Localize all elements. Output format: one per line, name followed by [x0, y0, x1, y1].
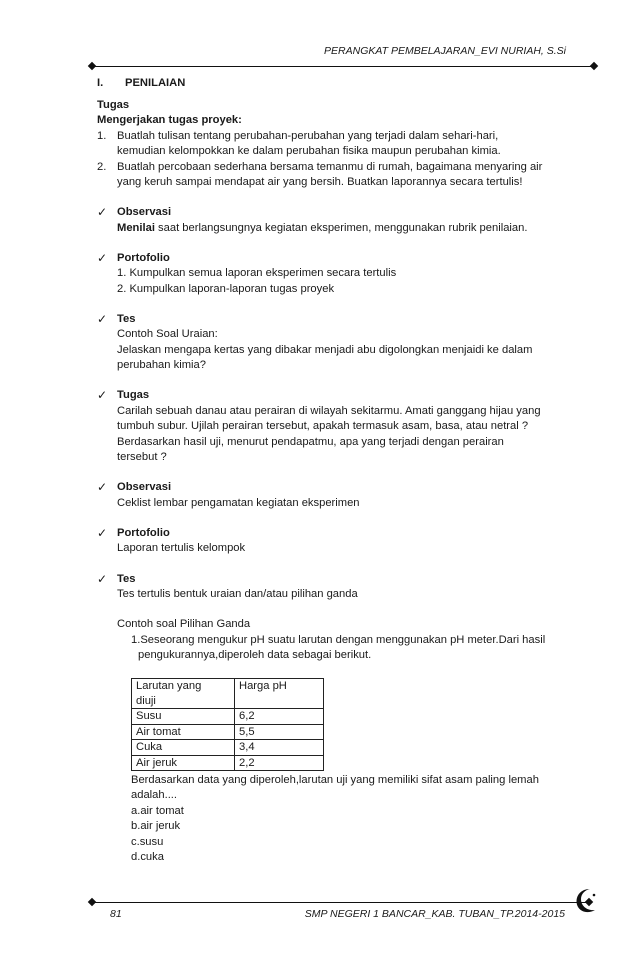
table-row: [132, 724, 324, 740]
tugas-2-line-4: tersebut ?: [117, 451, 167, 463]
footer-rule-left-diamond: [88, 898, 96, 906]
tes-1-line-1: Contoh Soal Uraian:: [117, 328, 218, 340]
observasi-1-title: Observasi: [117, 206, 172, 218]
table-cell-ph: 3,4: [235, 740, 324, 756]
tugas-item-2-line-2: yang keruh sampai mendapat air yang bersih. Buatkan laporannya secara tertulis!: [117, 176, 523, 188]
answer-option-b: b.air jeruk: [131, 820, 181, 832]
table-header-larutan-line-2: diuji: [136, 694, 156, 707]
checkmark-icon: ✓: [97, 388, 108, 402]
crescent-ornament-icon: [568, 886, 602, 916]
table-header-larutan-line-1: Larutan yang: [136, 680, 202, 692]
tugas-2-line-2: tumbuh subur. Ujilah perairan tersebut, apakah termasuk asam, basa, atau netral ?: [117, 420, 529, 432]
footer-rule: [92, 902, 590, 903]
tugas-heading: Tugas: [97, 99, 130, 111]
table-row: [132, 709, 324, 725]
table-cell-name: Air jeruk: [132, 755, 235, 771]
answer-option-a: a.air tomat: [131, 805, 184, 817]
question-1-stem-line-1: Berdasarkan data yang diperoleh,larutan uji yang memiliki sifat asam paling lemah: [131, 774, 539, 786]
table-row: [132, 755, 324, 771]
checkmark-icon: ✓: [97, 251, 108, 265]
table-row: [132, 740, 324, 756]
checkmark-icon: ✓: [97, 526, 108, 540]
tes-1-line-2: Jelaskan mengapa kertas yang dibakar menjadi abu digolongkan menjaidi ke dalam: [117, 344, 533, 356]
tes-2-title: Tes: [117, 573, 136, 585]
tes-1-title: Tes: [117, 313, 136, 325]
tugas-item-2-number: 2.: [97, 161, 107, 173]
checkmark-icon: ✓: [97, 572, 108, 586]
question-1-stem-line-2: adalah....: [131, 789, 178, 801]
observasi-2-line-1: Ceklist lembar pengamatan kegiatan eksperimen: [117, 497, 360, 509]
header-rule: [92, 66, 594, 67]
observasi-1-text: [117, 221, 527, 236]
tugas-item-1-line-1: Buatlah tulisan tentang perubahan-perubahan yang terjadi dalam sehari-hari,: [117, 130, 499, 142]
portofolio-1-title: Portofolio: [117, 252, 170, 264]
question-1-line-1: 1.Seseorang mengukur pH suatu larutan dengan menggunakan pH meter.Dari hasil: [131, 634, 546, 646]
ph-data-table: [131, 678, 324, 771]
page-number: 81: [110, 908, 122, 920]
header-rule-right-diamond: [590, 62, 598, 70]
checkmark-icon: ✓: [97, 480, 108, 494]
checkmark-icon: ✓: [97, 312, 108, 326]
table-header-cell-ph: Harga pH: [235, 679, 324, 709]
footer-text: SMP NEGERI 1 BANCAR_KAB. TUBAN_TP.2014-2015: [304, 908, 565, 920]
tugas-subheading: Mengerjakan tugas proyek:: [97, 114, 242, 126]
tugas-2-line-1: Carilah sebuah danau atau perairan di wilayah sekitarmu. Amati ganggang hijau yang: [117, 405, 541, 417]
table-cell-ph: 2,2: [235, 755, 324, 771]
section-title: PENILAIAN: [125, 77, 186, 89]
table-cell-ph: 5,5: [235, 724, 324, 740]
table-header-row: [132, 679, 324, 709]
table-header-cell-larutan: [132, 679, 235, 709]
table-cell-name: Air tomat: [132, 724, 235, 740]
table-cell-name: Cuka: [132, 740, 235, 756]
checkmark-icon: ✓: [97, 205, 108, 219]
question-1-line-2: pengukurannya,diperoleh data sebagai berikut.: [138, 649, 372, 661]
tugas-2-title: Tugas: [117, 389, 150, 401]
portofolio-1-item-1: 1. Kumpulkan semua laporan eksperimen secara tertulis: [117, 267, 397, 279]
answer-option-c: c.susu: [131, 836, 164, 848]
answer-option-d: d.cuka: [131, 851, 164, 863]
table-cell-name: Susu: [132, 709, 235, 725]
header-rule-left-diamond: [88, 62, 96, 70]
observasi-1-rest: saat berlangsungnya kegiatan eksperimen, menggunakan rubrik penilaian.: [154, 222, 528, 234]
portofolio-1-item-2: 2. Kumpulkan laporan-laporan tugas proyek: [117, 283, 335, 295]
section-number: I.: [97, 77, 104, 89]
observasi-2-title: Observasi: [117, 481, 172, 493]
page-header: PERANGKAT PEMBELAJARAN_EVI NURIAH, S.Si: [324, 45, 566, 57]
tugas-2-line-3: Berdasarkan hasil uji, menurut pendapatmu, apa yang terjadi dengan perairan: [117, 436, 504, 448]
tugas-item-1-line-2: kemudian kelompokkan ke dalam perubahan fisika maupun perubahan kimia.: [117, 145, 501, 157]
observasi-1-bold-word: Menilai: [117, 222, 155, 234]
tes-2-line-1: Tes tertulis bentuk uraian dan/atau pilihan ganda: [117, 588, 358, 600]
tes-1-line-3: perubahan kimia?: [117, 359, 206, 371]
table-cell-ph: 6,2: [235, 709, 324, 725]
tes-2-line-2: Contoh soal Pilihan Ganda: [117, 618, 251, 630]
tugas-item-1-number: 1.: [97, 130, 107, 142]
tugas-item-2-line-1: Buatlah percobaan sederhana bersama temanmu di rumah, bagaimana menyaring air: [117, 161, 543, 173]
portofolio-2-line-1: Laporan tertulis kelompok: [117, 542, 246, 554]
portofolio-2-title: Portofolio: [117, 527, 170, 539]
